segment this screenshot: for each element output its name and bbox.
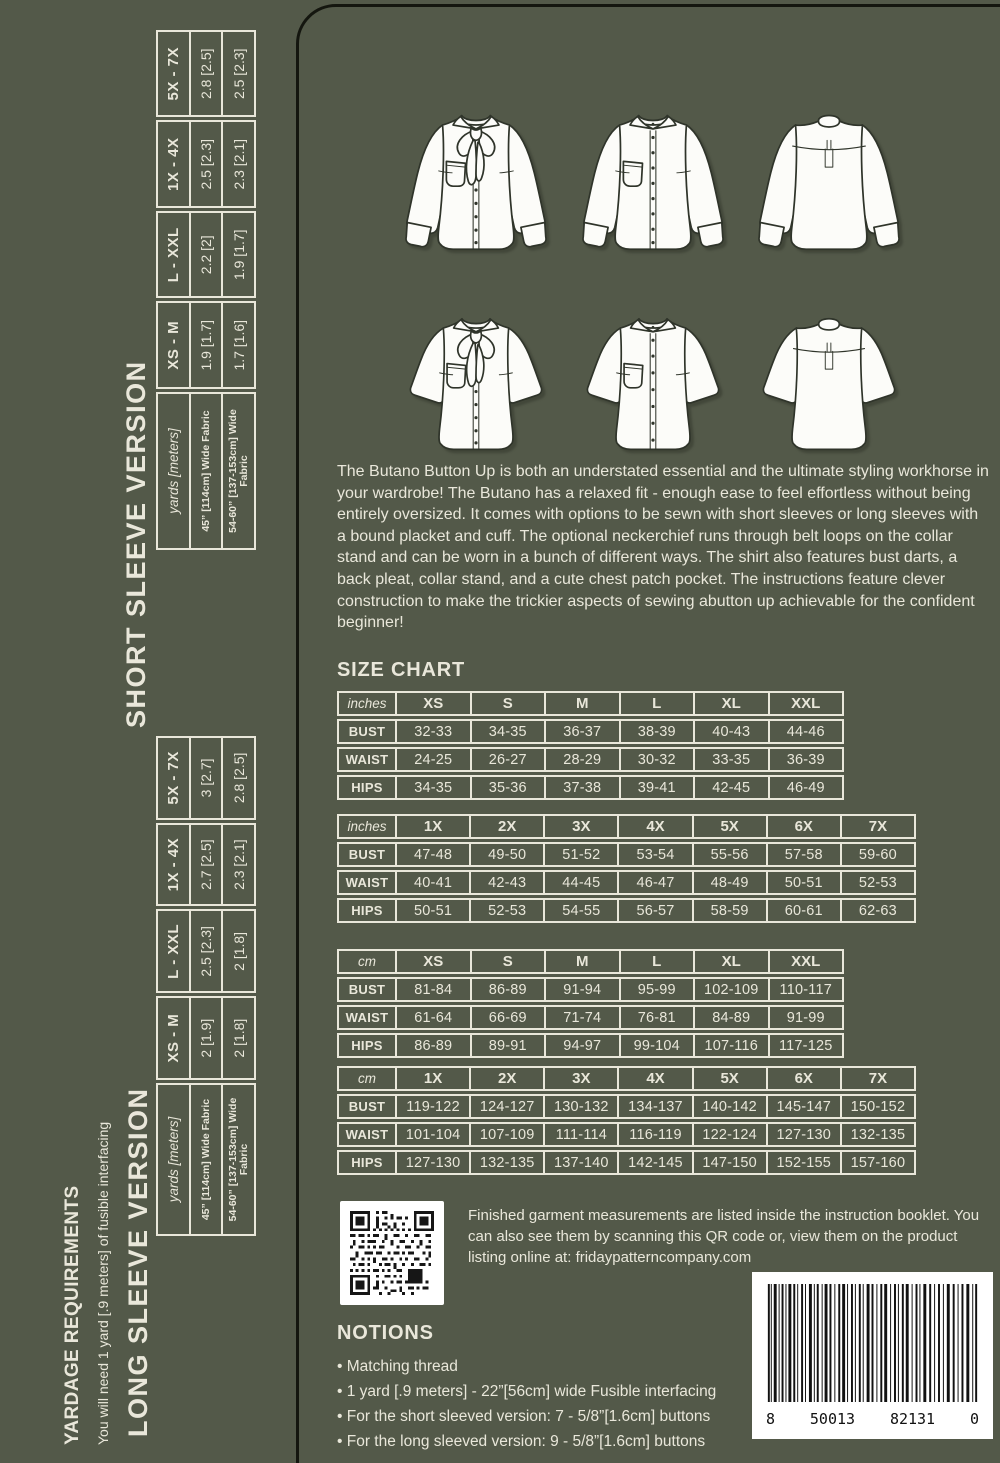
table-cell: 32-33 [395, 719, 472, 744]
table-cell: L - XXL [156, 910, 191, 994]
table-cell: XXL [768, 691, 845, 716]
table-row [337, 898, 916, 923]
table-cell: WAIST [337, 870, 397, 895]
table-cell: 122-124 [692, 1122, 768, 1147]
table-cell: BUST [337, 1094, 397, 1119]
long-sleeve-yardage-table [156, 736, 256, 1236]
size-chart-cm-xs-xxl [337, 949, 844, 1058]
notions-item: • For the short sleeved version: 7 - 5/8”[1.6cm] buttons [337, 1404, 757, 1429]
table-column [156, 910, 256, 994]
notions-list [337, 1354, 757, 1454]
illustration-long-sleeve-front-neckerchief-icon [385, 83, 567, 260]
table-cell: XL [693, 949, 770, 974]
table-cell: 3X [543, 1066, 619, 1091]
table-cell: 5X [692, 1066, 768, 1091]
table-cell: 45” [114cm] Wide Fabric [189, 1083, 224, 1236]
table-cell: 54-55 [543, 898, 619, 923]
table-cell: 2.3 [2.1] [221, 823, 256, 907]
table-cell: 42-45 [693, 775, 770, 800]
table-cell: 119-122 [395, 1094, 471, 1119]
table-cell: 71-74 [544, 1005, 621, 1030]
table-column [156, 121, 256, 209]
barcode-digit-group: 50013 [809, 1410, 856, 1428]
table-column [156, 211, 256, 299]
table-cell: 2.2 [2] [189, 211, 224, 299]
table-cell: 81-84 [395, 977, 472, 1002]
table-cell: 110-117 [768, 977, 845, 1002]
table-cell: 1.7 [1.6] [221, 302, 256, 390]
table-cell: WAIST [337, 1122, 397, 1147]
table-column [156, 302, 256, 390]
short-sleeve-yardage-table [156, 30, 256, 550]
table-column [156, 30, 256, 118]
illustration-long-sleeve-back-icon [738, 83, 920, 260]
table-cell: 40-43 [693, 719, 770, 744]
table-cell: 62-63 [840, 898, 916, 923]
barcode-digit-group: 0 [969, 1410, 979, 1428]
table-cell: 40-41 [395, 870, 471, 895]
table-cell: S [470, 691, 547, 716]
table-cell: BUST [337, 842, 397, 867]
table-cell: 6X [766, 1066, 842, 1091]
table-cell: 57-58 [766, 842, 842, 867]
table-cell: 45” [114cm] Wide Fabric [189, 392, 224, 550]
size-chart-heading: SIZE CHART [337, 659, 465, 681]
notions-heading: NOTIONS [337, 1322, 434, 1344]
upc-barcode [752, 1272, 993, 1439]
qr-note-text: Finished garment measurements are listed inside the instruction booklet. You can also see them by scanning this QR code or, view them on the product listing online at: fridaypatterncompany.com [468, 1207, 980, 1266]
illustration-short-sleeve-front-neckerchief-icon [385, 287, 567, 460]
table-cell: XL [693, 691, 770, 716]
table-cell: 42-43 [469, 870, 545, 895]
qr-code [340, 1201, 444, 1305]
table-cell: L [619, 949, 696, 974]
table-cell: WAIST [337, 1005, 397, 1030]
table-cell: 28-29 [544, 747, 621, 772]
table-cell: 86-89 [395, 1033, 472, 1058]
table-cell: 44-46 [768, 719, 845, 744]
table-cell: 1X [395, 814, 471, 839]
table-cell: inches [337, 691, 397, 716]
table-cell: 102-109 [693, 977, 770, 1002]
yardage-table [156, 30, 256, 550]
table-cell: 33-35 [693, 747, 770, 772]
table-cell: 3X [543, 814, 619, 839]
table-cell: 2X [469, 1066, 545, 1091]
table-cell: 142-145 [617, 1150, 693, 1175]
table-cell: 91-99 [768, 1005, 845, 1030]
table-cell: 84-89 [693, 1005, 770, 1030]
table-cell: 124-127 [469, 1094, 545, 1119]
table-cell: 99-104 [619, 1033, 696, 1058]
table-cell: M [544, 949, 621, 974]
notions-item: • Matching thread [337, 1354, 757, 1379]
table-cell: XS [395, 691, 472, 716]
table-cell: BUST [337, 977, 397, 1002]
table-cell: 46-47 [617, 870, 693, 895]
table-row [337, 1094, 916, 1119]
table-cell: 51-52 [543, 842, 619, 867]
yardage-heading: YARDAGE REQUIREMENTS [62, 1185, 83, 1445]
table-cell: 127-130 [766, 1122, 842, 1147]
table-cell: 55-56 [692, 842, 768, 867]
table-cell: 36-39 [768, 747, 845, 772]
barcode-digit-group: 82131 [889, 1410, 936, 1428]
table-cell: 2.5 [2.3] [221, 30, 256, 118]
table-header-row [337, 1066, 916, 1091]
table-row [337, 977, 844, 1002]
table-cell: 60-61 [766, 898, 842, 923]
table-cell: 5X [692, 814, 768, 839]
table-cell: 89-91 [470, 1033, 547, 1058]
table-cell: 111-114 [543, 1122, 619, 1147]
table-cell: 150-152 [840, 1094, 916, 1119]
table-cell: 7X [840, 1066, 916, 1091]
table-cell: 58-59 [692, 898, 768, 923]
table-cell: 26-27 [470, 747, 547, 772]
table-cell: 7X [840, 814, 916, 839]
table-cell: WAIST [337, 747, 397, 772]
table-cell: 54-60” [137-153cm] Wide Fabric [221, 1083, 256, 1236]
table-cell: L [619, 691, 696, 716]
table-cell: 2X [469, 814, 545, 839]
table-cell: 53-54 [617, 842, 693, 867]
table-cell: 4X [617, 1066, 693, 1091]
table-cell: 91-94 [544, 977, 621, 1002]
table-cell: 34-35 [470, 719, 547, 744]
table-cell: yards [meters] [156, 392, 191, 550]
table-cell: M [544, 691, 621, 716]
section-title: LONG SLEEVE VERSION [123, 1087, 153, 1437]
table-cell: 48-49 [692, 870, 768, 895]
short-sleeve-version-title [121, 292, 157, 728]
table-cell: 37-38 [544, 775, 621, 800]
table-cell: 101-104 [395, 1122, 471, 1147]
notions-item: • 1 yard [.9 meters] - 22”[56cm] wide Fusible interfacing [337, 1379, 757, 1404]
table-cell: 1X - 4X [156, 823, 191, 907]
table-cell: 2.3 [2.1] [221, 121, 256, 209]
barcode-digit-group: 8 [766, 1410, 776, 1428]
table-cell: 107-109 [469, 1122, 545, 1147]
table-cell: 59-60 [840, 842, 916, 867]
table-cell: XXL [768, 949, 845, 974]
table-row [337, 1150, 916, 1175]
table-cell: HIPS [337, 775, 397, 800]
yardage-subheading: You will need 1 yard [.9 meters] of fusible interfacing [95, 1121, 111, 1445]
table-cell: 39-41 [619, 775, 696, 800]
table-cell: 34-35 [395, 775, 472, 800]
table-cell: 30-32 [619, 747, 696, 772]
size-chart-cm-1x-7x [337, 1066, 916, 1175]
table-cell: 5X - 7X [156, 736, 191, 820]
table-row [337, 1005, 844, 1030]
table-header-row [337, 691, 844, 716]
table-column [156, 823, 256, 907]
size-chart-inches-xs-xxl [337, 691, 844, 800]
table-cell: cm [337, 949, 397, 974]
table-row [337, 719, 844, 744]
table-cell: 132-135 [469, 1150, 545, 1175]
table-cell: 2.8 [2.5] [221, 736, 256, 820]
table-cell: 107-116 [693, 1033, 770, 1058]
table-cell: 5X - 7X [156, 30, 191, 118]
table-cell: 61-64 [395, 1005, 472, 1030]
table-cell: 50-51 [766, 870, 842, 895]
table-cell: 134-137 [617, 1094, 693, 1119]
table-row [337, 747, 844, 772]
table-cell: 1X [395, 1066, 471, 1091]
table-cell: 3 [2.7] [189, 736, 224, 820]
table-cell: S [470, 949, 547, 974]
table-cell: HIPS [337, 1033, 397, 1058]
table-cell: 2 [1.9] [189, 996, 224, 1080]
table-column [156, 996, 256, 1080]
illustration-long-sleeve-front-icon [562, 83, 744, 260]
table-cell: 95-99 [619, 977, 696, 1002]
table-cell: 47-48 [395, 842, 471, 867]
table-row [337, 1033, 844, 1058]
table-cell: 2.8 [2.5] [189, 30, 224, 118]
table-cell: 2 [1.8] [221, 910, 256, 994]
table-cell: XS - M [156, 996, 191, 1080]
table-cell: 152-155 [766, 1150, 842, 1175]
table-cell: 4X [617, 814, 693, 839]
table-cell: 1.9 [1.7] [189, 302, 224, 390]
table-cell: 38-39 [619, 719, 696, 744]
table-cell: 52-53 [469, 898, 545, 923]
table-column [156, 392, 256, 550]
table-cell: 76-81 [619, 1005, 696, 1030]
table-cell: 24-25 [395, 747, 472, 772]
table-cell: L - XXL [156, 211, 191, 299]
table-cell: 127-130 [395, 1150, 471, 1175]
table-cell: 6X [766, 814, 842, 839]
table-column [156, 1083, 256, 1236]
description-text: The Butano Button Up is both an understated essential and the ultimate styling workhorse in your wardrobe! The Butano has a relaxed fit - enough ease to feel effortless without being entirely oversized. It comes with options to be sewn with short sleeves or long sleeves with a bound placket and cuff. The optional neckerchief runs through belt loops on the collar stand and can be worn in a bunch of different ways. The shirt also features bust darts, a back pleat, collar stand, and a cute chest patch pocket. The instructions feature clever construction to make the trickier aspects of sewing abutton up achievable for the confident beginner! [337, 463, 989, 632]
table-cell: 49-50 [469, 842, 545, 867]
table-cell: 130-132 [543, 1094, 619, 1119]
table-cell: 157-160 [840, 1150, 916, 1175]
notions-item: • For the long sleeved version: 9 - 5/8”[1.6cm] buttons [337, 1429, 757, 1454]
table-cell: 117-125 [768, 1033, 845, 1058]
table-cell: 86-89 [470, 977, 547, 1002]
table-cell: 66-69 [470, 1005, 547, 1030]
table-cell: 94-97 [544, 1033, 621, 1058]
section-title: SHORT SLEEVE VERSION [121, 360, 151, 728]
table-cell: 36-37 [544, 719, 621, 744]
illustration-short-sleeve-back-icon [738, 287, 920, 460]
table-cell: XS - M [156, 302, 191, 390]
barcode-digits [762, 1410, 983, 1428]
table-cell: HIPS [337, 898, 397, 923]
table-column [156, 736, 256, 820]
table-cell: 35-36 [470, 775, 547, 800]
table-row [337, 870, 916, 895]
table-cell: 116-119 [617, 1122, 693, 1147]
table-cell: 1.9 [1.7] [221, 211, 256, 299]
table-cell: 137-140 [543, 1150, 619, 1175]
table-cell: 56-57 [617, 898, 693, 923]
table-cell: 2.7 [2.5] [189, 823, 224, 907]
table-cell: HIPS [337, 1150, 397, 1175]
table-cell: BUST [337, 719, 397, 744]
table-cell: 52-53 [840, 870, 916, 895]
table-row [337, 775, 844, 800]
table-row [337, 1122, 916, 1147]
size-chart-inches-1x-7x [337, 814, 916, 923]
table-cell: XS [395, 949, 472, 974]
table-cell: 46-49 [768, 775, 845, 800]
table-cell: cm [337, 1066, 397, 1091]
illustration-short-sleeve-front-icon [562, 287, 744, 460]
table-cell: inches [337, 814, 397, 839]
table-cell: 2.5 [2.3] [189, 121, 224, 209]
table-cell: 2.5 [2.3] [189, 910, 224, 994]
table-cell: 50-51 [395, 898, 471, 923]
table-cell: 44-45 [543, 870, 619, 895]
table-cell: 132-135 [840, 1122, 916, 1147]
table-header-row [337, 814, 916, 839]
table-cell: yards [meters] [156, 1083, 191, 1236]
yardage-requirements-note [62, 1042, 142, 1445]
table-row [337, 842, 916, 867]
table-cell: 1X - 4X [156, 121, 191, 209]
table-cell: 140-142 [692, 1094, 768, 1119]
table-cell: 145-147 [766, 1094, 842, 1119]
yardage-table [156, 736, 256, 1236]
table-cell: 54-60” [137-153cm] Wide Fabric [221, 392, 256, 550]
table-header-row [337, 949, 844, 974]
table-cell: 147-150 [692, 1150, 768, 1175]
table-cell: 2 [1.8] [221, 996, 256, 1080]
